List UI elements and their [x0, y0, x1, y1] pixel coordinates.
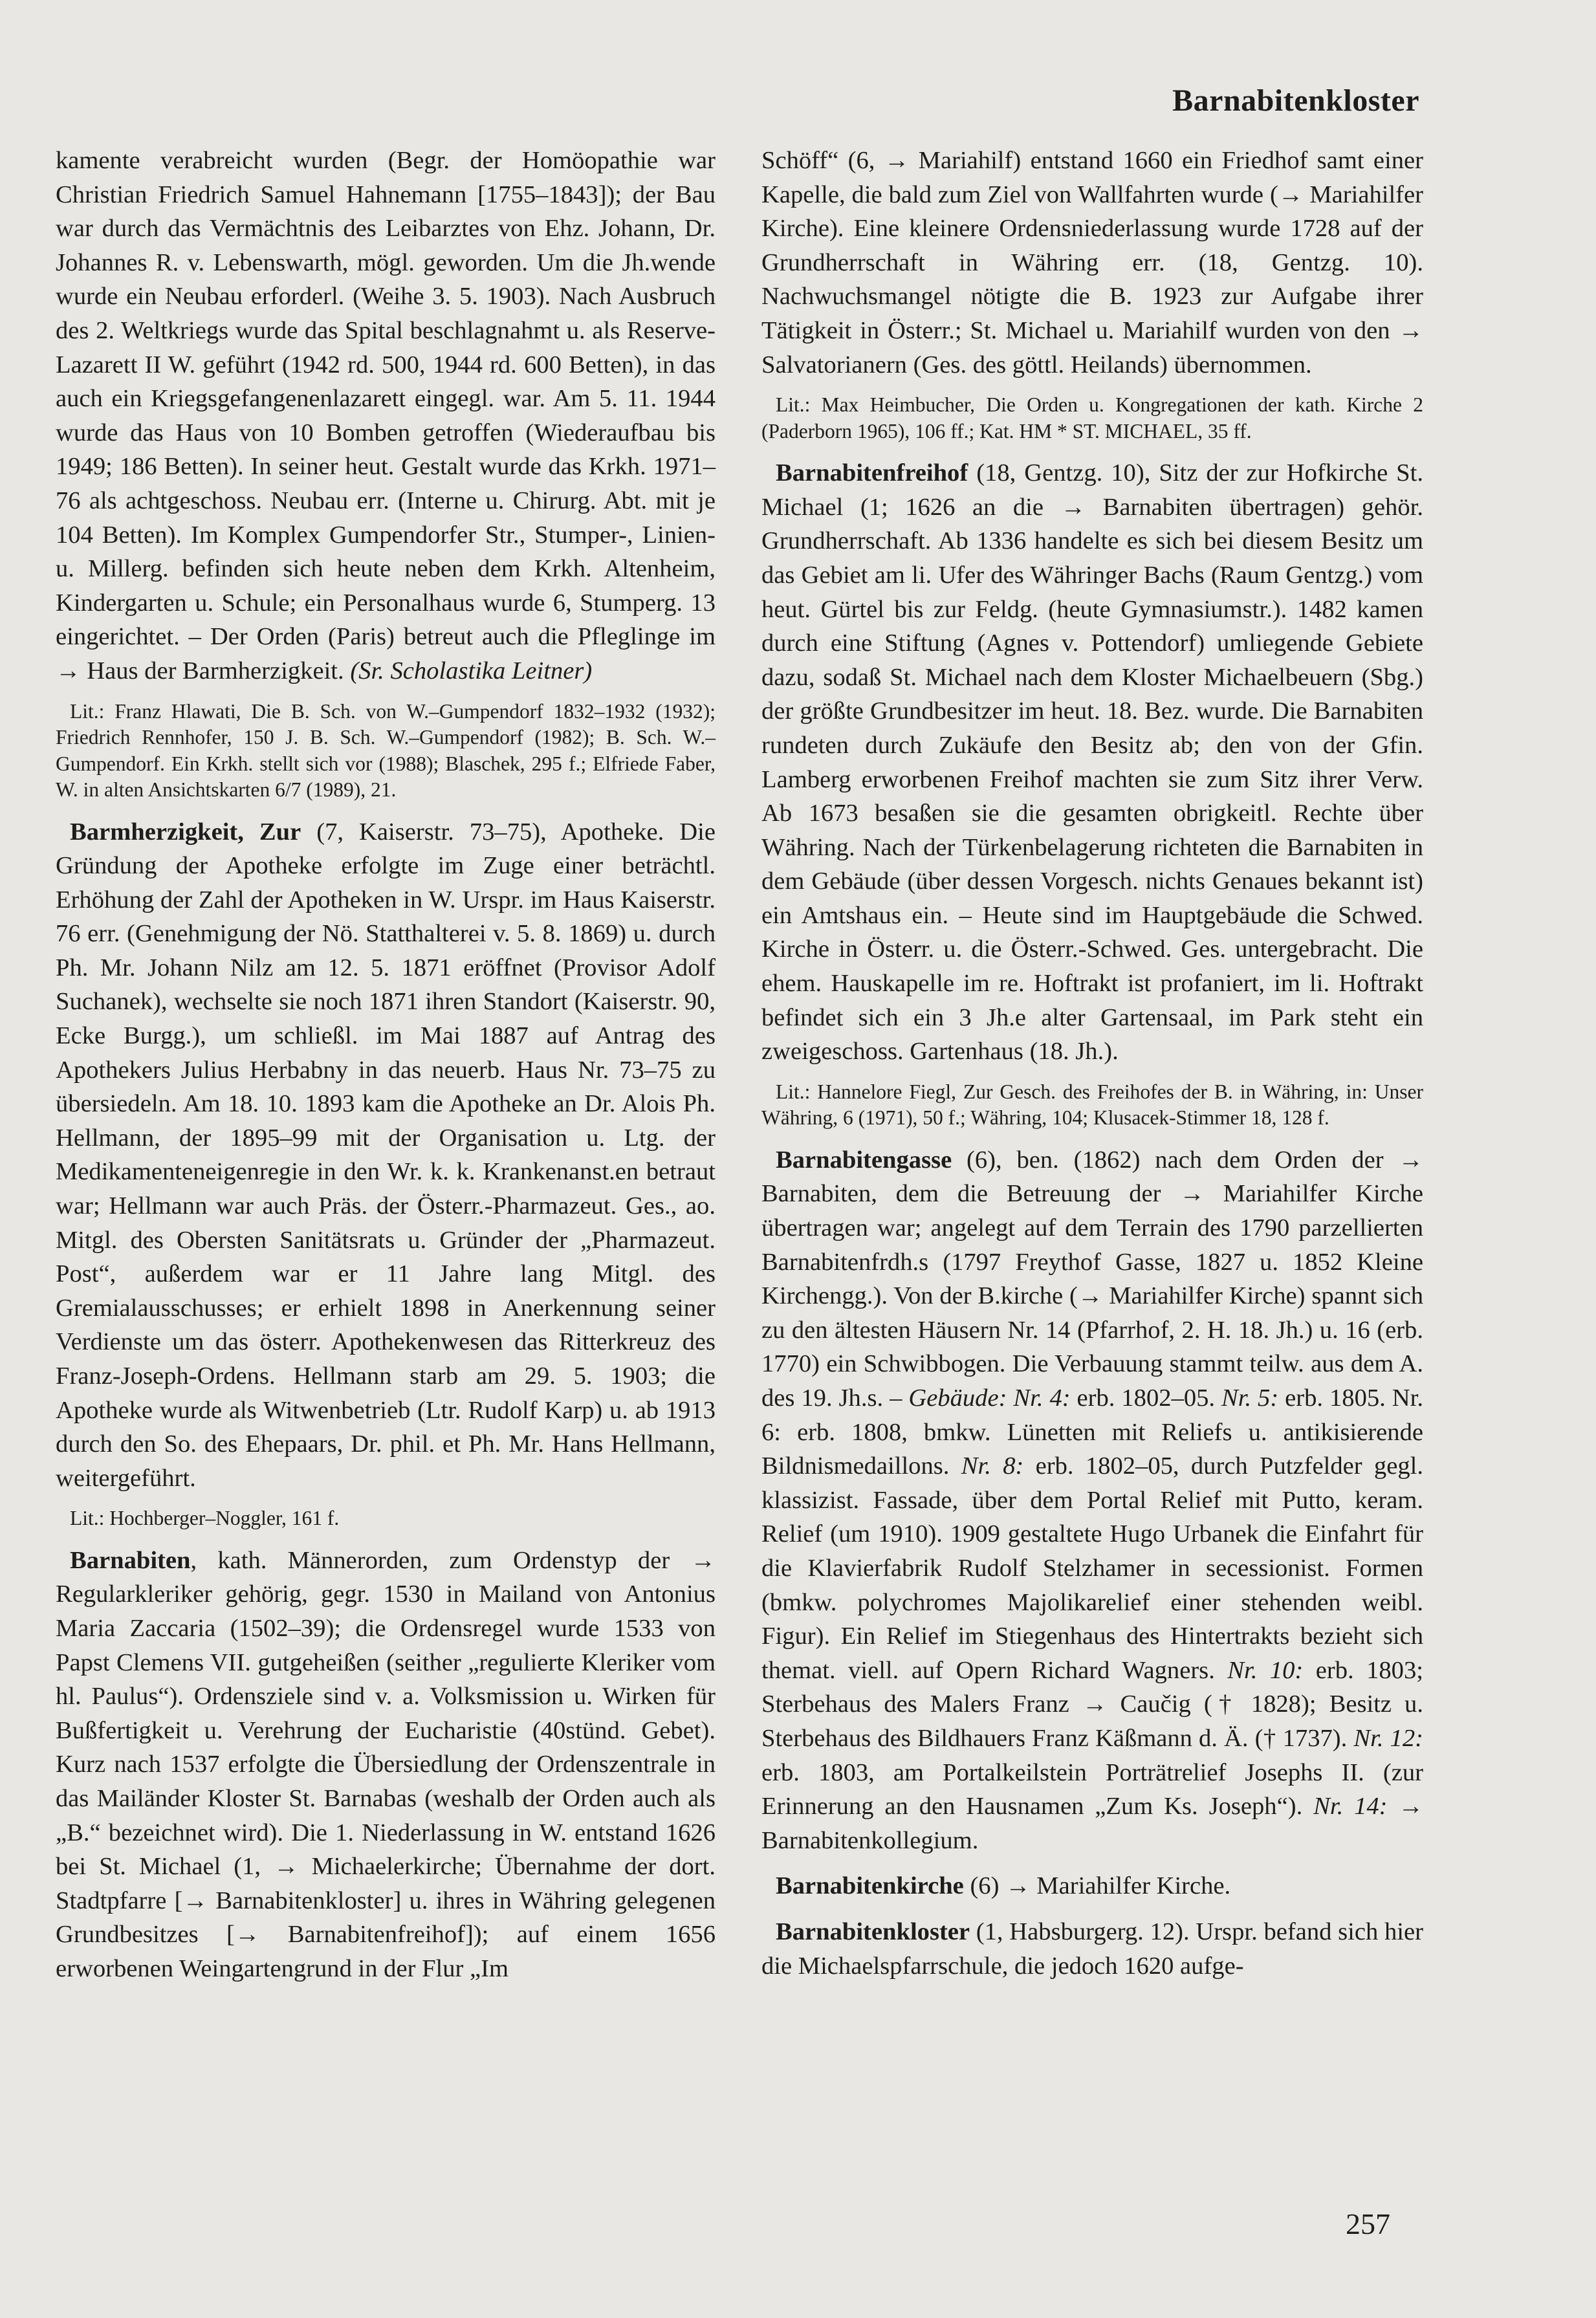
entry-barnabitenkloster: Barnabitenkloster (1, Habsburgerg. 12). Urspr. befand sich hier die Michaelspfarrschule, die jedoch 1620 aufge-: [761, 1918, 1423, 1980]
lemma: Barnabitengasse: [776, 1146, 952, 1174]
lemma: Barmherzigkeit, Zur: [70, 818, 301, 846]
entry-barnabitengasse: Barnabitengasse (6), ben. (1862) nach dem Orden der → Barnabiten, dem die Betreuung der → Mariahilfer Kirche übertragen war; angelegt auf dem Terrain des 1790 parzellierten Barnabitenfrdh.s (1797 Freythof Gasse, 1827 u. 1852 Kleine Kirchengg.). Von der B.kirche (→ Mariahilfer Kirche) spannt sich zu den ältesten Häusern Nr. 14 (Pfarrhof, 2. H. 18. Jh.) u. 16 (erb. 1770) ein Schwibbogen. Die Verbauung stammt teilw. aus dem A. des 19. Jh.s. – Gebäude: Nr. 4: erb. 1802–05. Nr. 5: erb. 1805. Nr. 6: erb. 1808, bmkw. Lünetten mit Reliefs u. antikisierende Bildnismedaillons. Nr. 8: erb. 1802–05, durch Putzfelder gegl. klassizist. Fassade, über dem Portal Relief mit Putto, keram. Relief (um 1910). 1909 gestaltete Hugo Urbanek die Einfahrt für die Klavierfabrik Rudolf Stelzhamer in secessionist. Formen (bmkw. polychromes Majolikarelief einer stehenden weibl. Figur). Ein Relief im Stiegenhaus des Hintertrakts bezieht sich themat. viell. auf Opern Richard Wagners. Nr. 10: erb. 1803; Sterbehaus des Malers Franz → Caučig († 1828); Besitz u. Sterbehaus des Bildhauers Franz Käßmann d. Ä. († 1737). Nr. 12: erb. 1803, am Portalkeilstein Porträtrelief Josephs II. (zur Erinnerung an den Hausnamen „Zum Ks. Joseph“). Nr. 14: → Barnabitenkollegium.: [761, 1146, 1423, 1854]
lemma: Barnabitenkloster: [776, 1918, 970, 1945]
literature-note: Lit.: Hannelore Fiegl, Zur Gesch. des Freihofes der B. in Währing, in: Unser Währing, 6 (1971), 50 f.; Währing, 104; Klusacek-Stimmer 18, 128 f.: [761, 1080, 1423, 1130]
entry-barnabitenfreihof: Barnabitenfreihof (18, Gentzg. 10), Sitz der zur Hofkirche St. Michael (1; 1626 an die → Barnabiten übertragen) gehör. Grundherrschaft. Ab 1336 handelte es sich bei diesem Besitz um das Gebiet am li. Ufer des Währinger Bachs (Raum Gentzg.) vom heut. Gürtel bis zur Feldg. (heute Gymnasiumstr.). 1482 kamen durch eine Stiftung (Agnes v. Pottendorf) umliegende Gebiete dazu, sodaß St. Michael nach dem Kloster Michaelbeuern (Sbg.) der größte Grundbesitzer im heut. 18. Bez. wurde. Die Barnabiten rundeten durch Zukäufe den Besitz ab; den von der Gfin. Lamberg erworbenen Freihof machten sie zum Sitz ihrer Verw. Ab 1673 besaßen sie die gesamten obrigkeitl. Rechte über Währing. Nach der Türkenbelagerung richteten die Barnabiten in dem Gebäude (über dessen Vorgesch. nichts Genaues bekannt ist) ein Amtshaus ein. – Heute sind im Hauptgebäude die Schwed. Kirche in Österr. u. die Österr.-Schwed. Ges. untergebracht. Die ehem. Hauskapelle im re. Hoftrakt ist profaniert, im li. Hoftrakt befindet sich ein 3 Jh.e alter Gartensaal, im Park steht ein zweigeschoss. Gartenhaus (18. Jh.).: [761, 459, 1423, 1066]
entry-barnabiten: Barnabiten, kath. Männerorden, zum Ordenstyp der → Regularkleriker gehörig, gegr. 1530 in Mailand von Antonius Maria Zaccaria (1502–39); die Ordensregel wurde 1533 von Papst Clemens VII. gutgeheißen (seither „regulierte Kleriker vom hl. Paulus“). Ordensziele sind v. a. Volksmission u. Wirken für Bußfertigkeit u. Verehrung der Eucharistie (40stünd. Gebet). Kurz nach 1537 erfolgte die Übersiedlung der Ordenszentrale in das Mailänder Kloster St. Barnabas (weshalb der Orden auch als „B.“ bezeichnet wird). Die 1. Niederlassung in W. entstand 1626 bei St. Michael (1, → Michaelerkirche; Übernahme der dort. Stadtpfarre [→ Barnabitenkloster] u. ihres in Währing gelegenen Grundbesitzes [→ Barnabitenfreihof]); auf einem 1656 erworbenen Weingartengrund in der Flur „Im: [56, 1546, 716, 1982]
running-header: Barnabitenkloster: [1172, 83, 1419, 118]
right-column: [761, 144, 1423, 1983]
lemma: Barnabitenkirche: [776, 1872, 964, 1900]
entry-barnabitenkirche: Barnabitenkirche (6) → Mariahilfer Kirche.: [776, 1872, 1231, 1900]
lemma: Barnabiten: [70, 1546, 191, 1574]
entry-barmherzigkeit: Barmherzigkeit, Zur (7, Kaiserstr. 73–75), Apotheke. Die Gründung der Apotheke erfolgte im Zuge einer beträchtl. Erhöhung der Zahl der Apotheken in W. Urspr. im Haus Kaiserstr. 76 err. (Genehmigung der Nö. Statthalterei v. 5. 8. 1869) u. durch Ph. Mr. Johann Nilz am 12. 5. 1871 eröffnet (Provisor Adolf Suchanek), wechselte sie noch 1871 ihren Standort (Kaiserstr. 90, Ecke Burgg.), um schließl. im Mai 1887 auf Antrag des Apothekers Julius Herbabny in das neuerb. Haus Nr. 73–75 zu übersiedeln. Am 18. 10. 1893 kam die Apotheke an Dr. Alois Ph. Hellmann, der 1895–99 mit der Organisation u. Ltg. der Medikamenteneigenregie in den Wr. k. k. Krankenanst.en betraut war; Hellmann war auch Präs. der Österr.-Pharmazeut. Ges., ao. Mitgl. des Obersten Sanitätsrats u. Gründer der „Pharmazeut. Post“, außerdem war er 11 Jahre lang Mitgl. des Gremialausschusses; er erhielt 1898 in Anerkennung seiner Verdienste um das österr. Apothekenwesen das Ritterkreuz des Franz-Joseph-Ordens. Hellmann starb am 29. 5. 1903; die Apotheke wurde als Witwenbetrieb (Ltr. Rudolf Karp) u. ab 1913 durch den So. des Ehepaars, Dr. phil. et Ph. Mr. Hans Hellmann, weitergeführt.: [56, 818, 716, 1492]
author-signature: (Sr. Scholastika Leitner): [350, 657, 593, 684]
entry-continuation: kamente verabreicht wurden (Begr. der Homöopathie war Christian Friedrich Samuel Hahnemann [1755–1843]); der Bau war durch das Vermächtnis des Leibarztes von Ehz. Johann, Dr. Johannes R. v. Lebenswarth, mögl. geworden. Um die Jh.wende wurde ein Neubau erforderl. (Weihe 3. 5. 1903). Nach Ausbruch des 2. Weltkriegs wurde das Spital beschlagnahmt u. als Reserve-Lazarett II W. geführt (1942 rd. 500, 1944 rd. 600 Betten), in das auch ein Kriegsgefangenenlazarett eingegl. war. Am 5. 11. 1944 wurde das Haus von 10 Bomben getroffen (Wiederaufbau bis 1949; 186 Betten). In seiner heut. Gestalt wurde das Krkh. 1971–76 als achtgeschoss. Neubau err. (Interne u. Chirurg. Abt. mit je 104 Betten). Im Komplex Gumpendorfer Str., Stumper-, Linien- u. Millerg. befinden sich heute neben dem Krkh. Altenheim, Kindergarten u. Schule; ein Personalhaus wurde 6, Stumperg. 13 eingerichtet. – Der Orden (Paris) betreut auch die Pfleglinge im → Haus der Barmherzigkeit. (Sr. Scholastika Leitner): [56, 147, 716, 684]
literature-note: Lit.: Max Heimbucher, Die Orden u. Kongregationen der kath. Kirche 2 (Paderborn 1965), 106 ff.; Kat. HM * ST. MICHAEL, 35 ff.: [761, 393, 1423, 443]
lemma: Barnabitenfreihof: [776, 459, 968, 487]
left-column: [56, 144, 716, 1986]
literature-note: Lit.: Franz Hlawati, Die B. Sch. von W.–Gumpendorf 1832–1932 (1932); Friedrich Rennhofer, 150 J. B. Sch. W.–Gumpendorf (1982); B. Sch. W.–Gumpendorf. Ein Krkh. stellt sich vor (1988); Blaschek, 295 f.; Elfriede Faber, W. in alten Ansichtskarten 6/7 (1989), 21.: [56, 699, 716, 801]
literature-note: Lit.: Hochberger–Noggler, 161 f.: [70, 1507, 340, 1530]
page-number: 257: [1346, 2207, 1390, 2240]
entry-continuation: Schöff“ (6, → Mariahilf) entstand 1660 ein Friedhof samt einer Kapelle, die bald zum Ziel von Wallfahrten wurde (→ Mariahilfer Kirche). Eine kleinere Ordensniederlassung wurde 1728 auf der Grundherrschaft in Währing err. (18, Gentzg. 10). Nachwuchsmangel nötigte die B. 1923 zur Aufgabe ihrer Tätigkeit in Österr.; St. Michael u. Mariahilf wurden von den → Salvatorianern (Ges. des göttl. Heilands) übernommen.: [761, 147, 1423, 378]
